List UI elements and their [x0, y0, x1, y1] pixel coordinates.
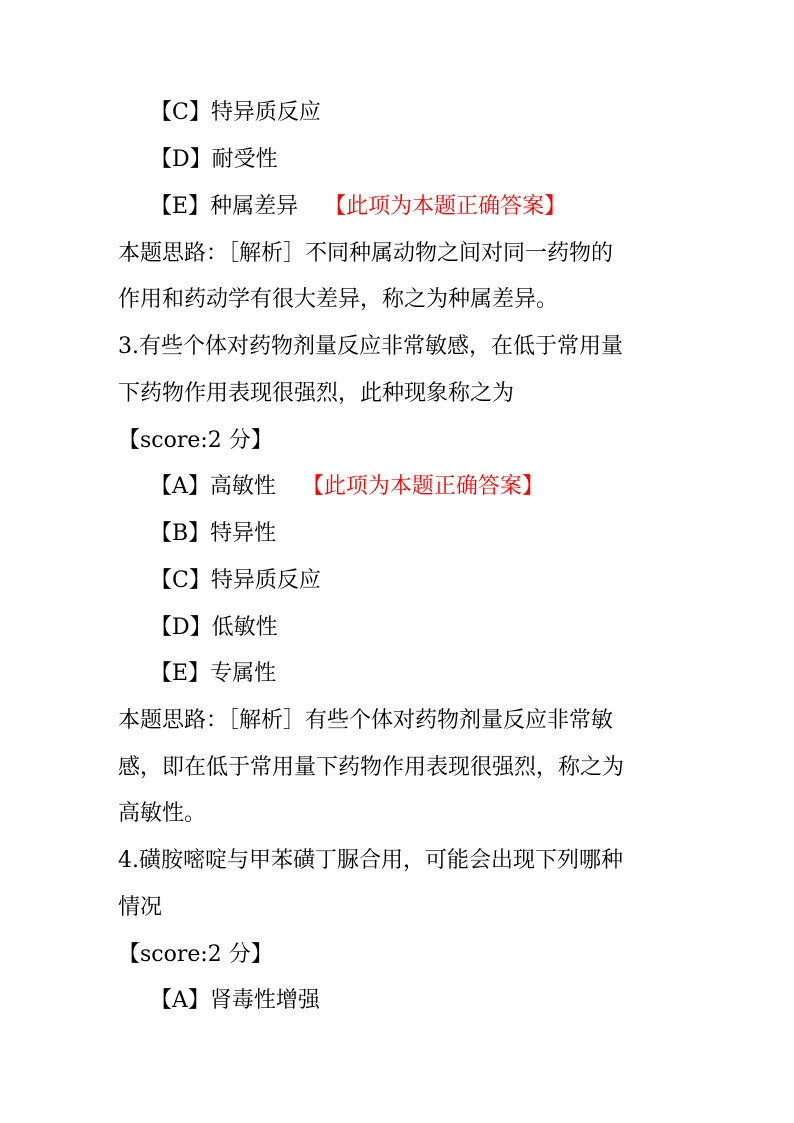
option-key: 【A】 — [150, 988, 210, 1013]
option-text: 专属性 — [210, 661, 277, 686]
q3-question-line-1: 3.有些个体对药物剂量反应非常敏感，在低于常用量 — [118, 334, 623, 359]
q3-analysis-line-1: 本题思路：［解析］有些个体对药物剂量反应非常敏 — [118, 708, 614, 733]
option-text: 高敏性 — [209, 474, 276, 499]
option-text: 特异性 — [210, 521, 277, 546]
q4-question-line-2: 情况 — [118, 895, 163, 920]
option-key: 【B】 — [150, 521, 211, 546]
q3-analysis-line-3: 高敏性。 — [118, 801, 207, 826]
option-key: 【D】 — [150, 147, 212, 172]
option-text: 特异质反应 — [210, 568, 321, 593]
option-key: 【E】 — [150, 194, 211, 219]
q4-question-line-1: 4.磺胺嘧啶与甲苯磺丁脲合用，可能会出现下列哪种 — [118, 848, 623, 873]
correct-answer-marker: 【此项为本题正确答案】 — [301, 474, 544, 499]
q3-option-b — [150, 519, 276, 549]
option-text: 种属差异 — [210, 194, 299, 219]
q3-option-c — [150, 566, 321, 596]
option-text: 肾毒性增强 — [209, 988, 320, 1013]
q2-option-d — [150, 145, 278, 175]
q3-option-e — [150, 659, 276, 689]
option-key: 【D】 — [150, 615, 212, 640]
q4-option-a — [150, 986, 320, 1016]
q2-option-e — [150, 192, 566, 222]
option-text: 低敏性 — [211, 615, 278, 640]
q4-score: 【score:2 分】 — [118, 942, 273, 967]
q3-analysis-line-2: 感，即在低于常用量下药物作用表现很强烈，称之为 — [118, 755, 625, 780]
q3-option-d — [150, 613, 278, 643]
option-text: 耐受性 — [211, 147, 278, 172]
q3-option-a — [150, 472, 544, 502]
q3-score: 【score:2 分】 — [118, 428, 273, 453]
q2-analysis-line-1: 本题思路：［解析］不同种属动物之间对同一药物的 — [118, 241, 614, 266]
option-key: 【C】 — [150, 100, 211, 125]
option-text: 特异质反应 — [210, 100, 321, 125]
option-key: 【C】 — [150, 568, 211, 593]
q3-question-line-2: 下药物作用表现很强烈，此种现象称之为 — [118, 381, 515, 406]
option-key: 【A】 — [150, 474, 210, 499]
q2-analysis-line-2: 作用和药动学有很大差异，称之为种属差异。 — [118, 287, 559, 312]
correct-answer-marker: 【此项为本题正确答案】 — [324, 194, 567, 219]
q2-option-c — [150, 98, 321, 128]
option-key: 【E】 — [150, 661, 211, 686]
